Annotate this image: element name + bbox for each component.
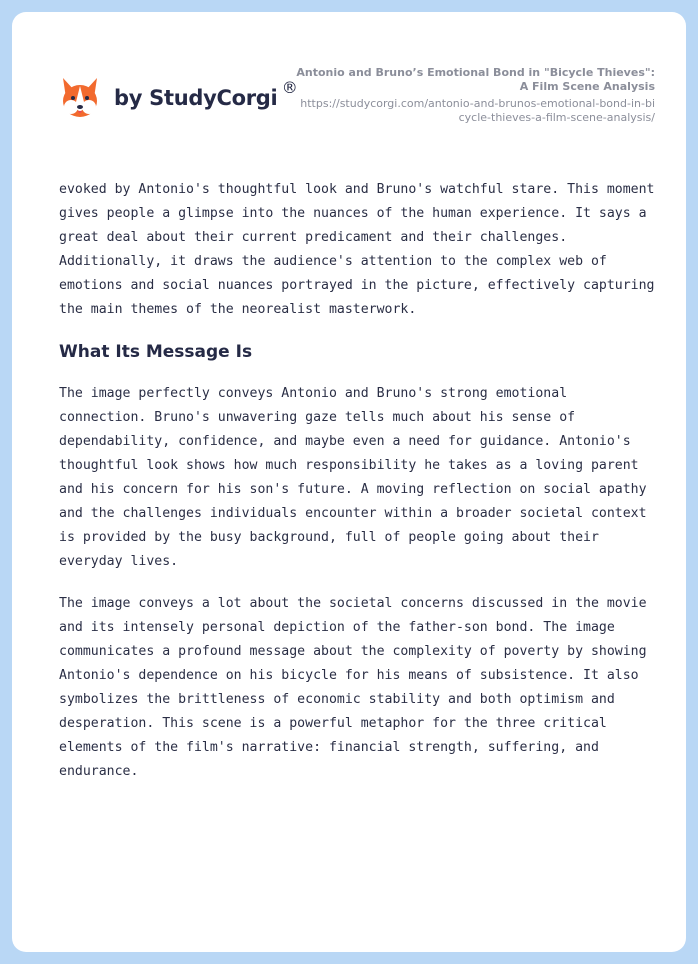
page-header <box>12 12 686 152</box>
document-page <box>12 12 686 952</box>
brand-text: by StudyCorgi <box>114 86 278 110</box>
document-meta <box>295 66 655 125</box>
paragraph-1: evoked by Antonio's thoughtful look and Bruno's watchful stare. This moment gives people a glimpse into the nuances of the human experience. It says a great deal about their current predicament and their challenges. Additionally, it draws the audience's attention to the complex web of emotions and social nuances portrayed in the picture, effectively capturing the main themes of the neorealist masterwork. <box>59 182 655 317</box>
registered-mark: ® <box>281 78 298 97</box>
document-title: Antonio and Bruno’s Emotional Bond in "Bicycle Thieves": A Film Scene Analysis <box>296 66 655 93</box>
document-url[interactable]: https://studycorgi.com/antonio-and-brunos-emotional-bond-in-bicycle-thieves-a-film-scene-analysis/ <box>300 97 655 124</box>
article-body <box>59 178 659 802</box>
paragraph-3: The image conveys a lot about the societal concerns discussed in the movie and its intensely personal depiction of the father-son bond. The image communicates a profound message about the complexity of poverty by showing Antonio's dependence on his bicycle for his means of subsistence. It also symbolizes the brittleness of economic stability and both optimism and desperation. This scene is a powerful metaphor for the three critical elements of the film's narrative: financial strength, suffering, and endurance. <box>59 596 647 779</box>
studycorgi-logo[interactable] <box>60 76 298 120</box>
corgi-icon <box>60 76 100 120</box>
brand-name <box>114 78 298 110</box>
section-heading: What Its Message Is <box>59 342 253 362</box>
paragraph-2: The image perfectly conveys Antonio and Bruno's strong emotional connection. Bruno's unwavering gaze tells much about his sense of dependability, confidence, and maybe even a need for guidance. Antonio's thoughtful look shows how much responsibility he takes as a loving parent and his concern for his son's future. A moving reflection on social apathy and the challenges individuals encounter within a broader societal context is provided by the busy background, full of people going about their everyday lives. <box>59 386 647 569</box>
